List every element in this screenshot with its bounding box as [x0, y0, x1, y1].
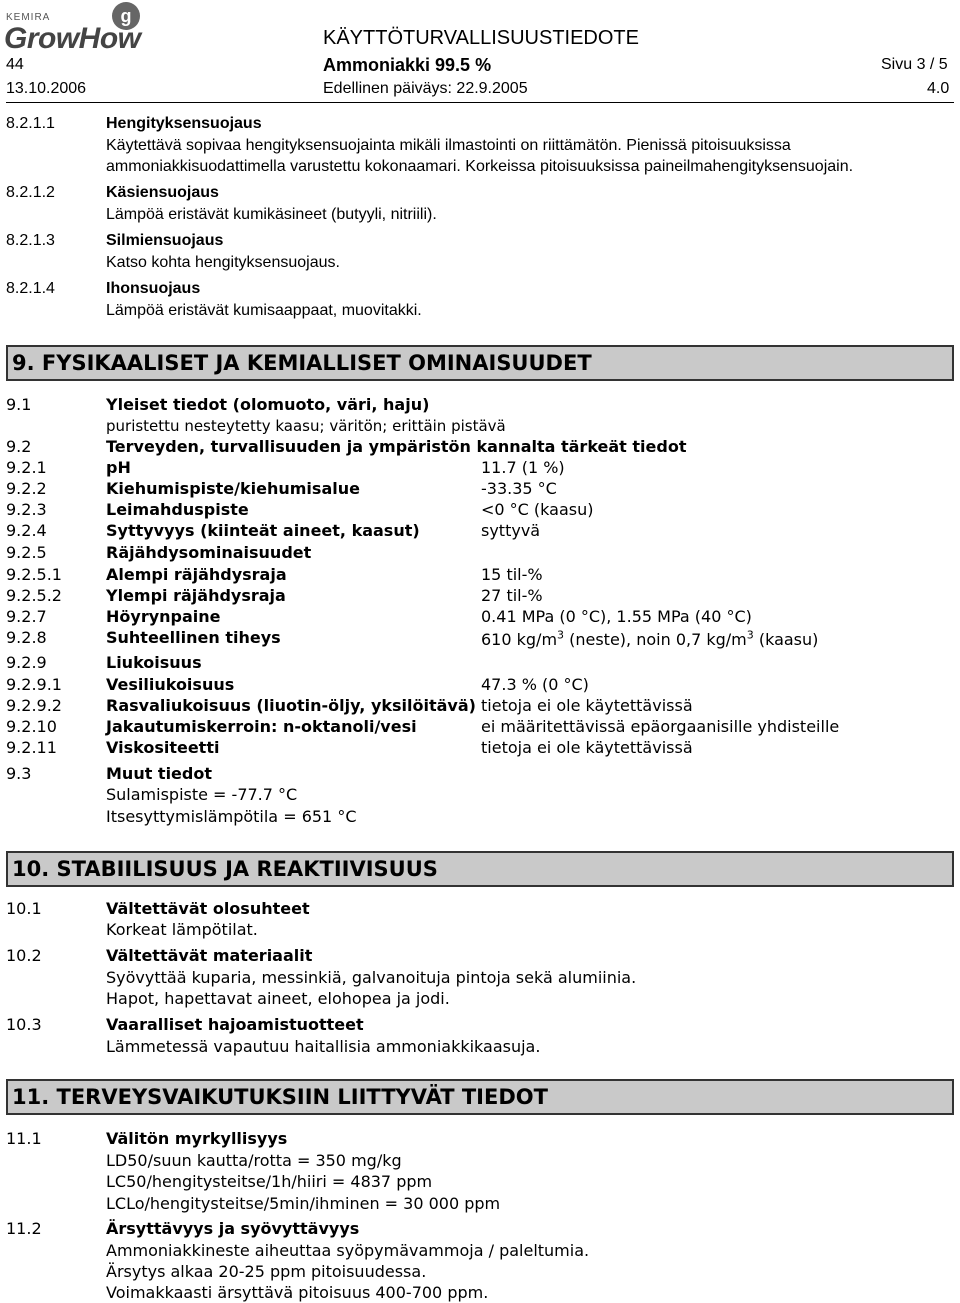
property-number: 9.2.5 — [6, 543, 47, 562]
subsection-number: 10.3 — [6, 1015, 42, 1034]
property-value: 11.7 (1 %) — [481, 458, 565, 477]
previous-date: Edellinen päiväys: 22.9.2005 — [323, 80, 528, 97]
property-number: 9.2.3 — [6, 500, 47, 519]
subsection-text: Katso kohta hengityksensuojaus. — [106, 254, 340, 271]
subsection-text: LD50/suun kautta/rotta = 350 mg/kg — [106, 1151, 402, 1170]
property-number: 9.2.8 — [6, 628, 47, 647]
property-number: 9.2.5.1 — [6, 565, 62, 584]
subsection-number: 8.2.1.4 — [6, 280, 55, 297]
property-number: 9.2.7 — [6, 607, 47, 626]
subsection-number: 8.2.1.3 — [6, 232, 55, 249]
subsection-number: 11.2 — [6, 1219, 42, 1238]
subsection-title: Hengityksensuojaus — [106, 115, 262, 132]
subsection-title: Terveyden, turvallisuuden ja ympäristön kannalta tärkeät tiedot — [106, 437, 687, 456]
logo: GrowHow — [4, 22, 141, 55]
property-value: 47.3 % (0 °C) — [481, 675, 589, 694]
property-label: Suhteellinen tiheys — [106, 628, 281, 647]
subsection-text: LC50/hengitysteitse/1h/hiiri = 4837 ppm — [106, 1172, 433, 1191]
subsection-number: 9.1 — [6, 395, 32, 414]
subsection-number: 10.1 — [6, 899, 42, 918]
property-number: 9.2.9.1 — [6, 675, 62, 694]
density-gas-label: (kaasu) — [753, 630, 819, 649]
property-label: Räjähdysominaisuudet — [106, 543, 312, 562]
property-number: 9.2.2 — [6, 479, 47, 498]
subsection-title: Käsiensuojaus — [106, 184, 219, 201]
subsection-text: Sulamispiste = -77.7 °C — [106, 785, 298, 804]
document-title: KÄYTTÖTURVALLISUUSTIEDOTE — [323, 27, 639, 49]
property-number: 9.2.4 — [6, 521, 47, 540]
version: 4.0 — [927, 80, 950, 97]
property-label: Vesiliukoisuus — [106, 675, 235, 694]
subsection-title: Vaaralliset hajoamistuotteet — [106, 1015, 364, 1034]
superscript: 3 — [746, 628, 754, 642]
property-label: Syttyvyys (kiinteät aineet, kaasut) — [106, 521, 420, 540]
subsection-title: Vältettävät olosuhteet — [106, 899, 310, 918]
subsection-text: puristettu nesteytetty kaasu; väritön; erittäin pistävä — [106, 417, 506, 435]
product-name: Ammoniakki 99.5 % — [323, 55, 492, 75]
subsection-number: 10.2 — [6, 946, 42, 965]
subsection-text: Lämpöä eristävät kumisaappaat, muovitakki. — [106, 302, 422, 319]
subsection-number: 9.2 — [6, 437, 32, 456]
section-heading: 9. FYSIKAALISET JA KEMIALLISET OMINAISUUDET — [6, 345, 954, 381]
property-value: ei määritettävissä epäorgaanisille yhdisteille — [481, 717, 840, 736]
subsection-text: Hapot, hapettavat aineet, elohopea ja jodi. — [106, 989, 450, 1008]
density-gas: (neste), noin 0,7 kg/m — [564, 630, 747, 649]
logo-company: KEMIRA — [6, 12, 51, 23]
property-value: 15 til-% — [481, 565, 543, 584]
section-heading: 11. TERVEYSVAIKUTUKSIIN LIITTYVÄT TIEDOT — [6, 1079, 954, 1115]
superscript: 3 — [557, 628, 565, 642]
density-liquid: 610 kg/m — [481, 630, 558, 649]
subsection-text: LCLo/hengitysteitse/5min/ihminen = 30 000 ppm — [106, 1194, 501, 1213]
property-value: 0.41 MPa (0 °C), 1.55 MPa (40 °C) — [481, 607, 752, 626]
subsection-title: Muut tiedot — [106, 764, 212, 783]
subsection-number: 8.2.1.1 — [6, 115, 55, 132]
property-label: Rasvaliukoisuus (liuotin-öljy, yksilöitävä) — [106, 696, 476, 715]
logo-mark-icon: g — [112, 2, 140, 30]
property-label: Kiehumispiste/kiehumisalue — [106, 479, 360, 498]
subsection-text: Lämmetessä vapautuu haitallisia ammoniakkikaasuja. — [106, 1037, 541, 1056]
property-number: 9.2.1 — [6, 458, 47, 477]
subsection-text: Käytettävä sopivaa hengityksensuojainta mikäli ilmastointi on riittämätön. Pienissä pitoisuuksissa — [106, 137, 791, 154]
header-divider — [6, 102, 954, 103]
property-value: 27 til-% — [481, 586, 543, 605]
subsection-text: Voimakkaasti ärsyttävä pitoisuus 400-700 ppm. — [106, 1283, 489, 1302]
subsection-text: Korkeat lämpötilat. — [106, 920, 258, 939]
property-number: 9.2.9 — [6, 653, 47, 672]
property-label: Alempi räjähdysraja — [106, 565, 287, 584]
subsection-text: Ärsytys alkaa 20-25 ppm pitoisuudessa. — [106, 1262, 427, 1281]
subsection-text: Itsesyttymislämpötila = 651 °C — [106, 807, 357, 826]
subsection-text: Ammoniakkineste aiheuttaa syöpymävammoja / paleltumia. — [106, 1241, 590, 1260]
density-value — [481, 630, 818, 649]
page-number: Sivu 3 / 5 — [881, 56, 948, 73]
subsection-number: 9.3 — [6, 764, 32, 783]
issue-date: 13.10.2006 — [6, 80, 87, 97]
subsection-number: 11.1 — [6, 1129, 42, 1148]
subsection-text: Syövyttää kuparia, messinkiä, galvanoituja pintoja sekä alumiinia. — [106, 968, 637, 987]
property-value: syttyvä — [481, 521, 541, 540]
property-number: 9.2.10 — [6, 717, 57, 736]
subsection-title: Vältettävät materiaalit — [106, 946, 313, 965]
property-label: Jakautumiskerroin: n-oktanoli/vesi — [106, 717, 417, 736]
property-label: Leimahduspiste — [106, 500, 249, 519]
subsection-title: Ärsyttävyys ja syövyttävyys — [106, 1219, 360, 1238]
subsection-title: Ihonsuojaus — [106, 280, 201, 297]
property-label: Höyrynpaine — [106, 607, 221, 626]
subsection-title: Yleiset tiedot (olomuoto, väri, haju) — [106, 395, 430, 414]
property-value: tietoja ei ole käytettävissä — [481, 738, 693, 757]
subsection-text: Lämpöä eristävät kumikäsineet (butyyli, nitriili). — [106, 206, 437, 223]
property-label: pH — [106, 458, 131, 477]
property-value: tietoja ei ole käytettävissä — [481, 696, 693, 715]
property-label: Viskositeetti — [106, 738, 220, 757]
property-number: 9.2.5.2 — [6, 586, 62, 605]
property-value: -33.35 °C — [481, 479, 557, 498]
subsection-title: Välitön myrkyllisyys — [106, 1129, 288, 1148]
property-value: <0 °C (kaasu) — [481, 500, 594, 519]
document-number: 44 — [6, 56, 24, 73]
property-label: Ylempi räjähdysraja — [106, 586, 286, 605]
property-label: Liukoisuus — [106, 653, 202, 672]
subsection-text: ammoniakkisuodattimella varustettu kokonaamari. Korkeissa pitoisuuksissa paineilmahengityksensuojain. — [106, 158, 854, 175]
subsection-title: Silmiensuojaus — [106, 232, 224, 249]
subsection-number: 8.2.1.2 — [6, 184, 55, 201]
property-number: 9.2.11 — [6, 738, 57, 757]
property-number: 9.2.9.2 — [6, 696, 62, 715]
section-heading: 10. STABIILISUUS JA REAKTIIVISUUS — [6, 851, 954, 887]
